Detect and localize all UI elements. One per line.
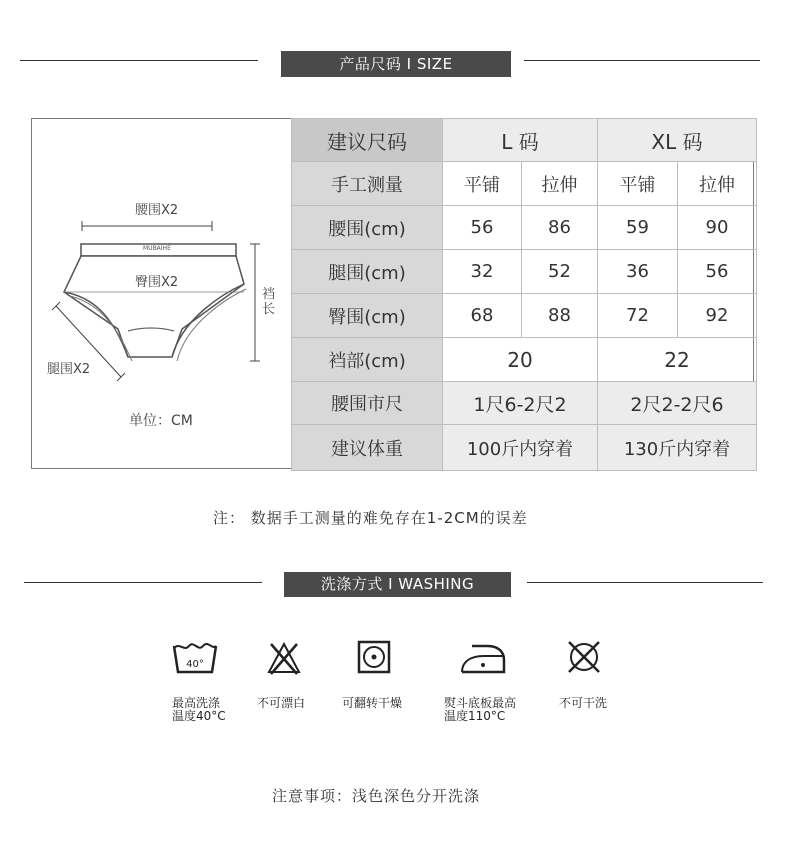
row-label: 建议体重 <box>292 425 443 471</box>
no-dry-clean-label <box>559 697 607 710</box>
thigh-label: 腿围X2 <box>47 362 91 377</box>
hip-label: 臀围X2 <box>135 275 179 290</box>
measure-note: 注： 数据手工测量的难免存在1-2CM的误差 <box>213 509 528 527</box>
row-label: 裆部(cm) <box>292 338 443 382</box>
row-label: 腰围市尺 <box>292 382 443 425</box>
row-label: 臀围(cm) <box>292 294 443 338</box>
no-dry-clean-label-line1: 不可干洗 <box>559 696 608 710</box>
iron-label-line2: 温度110°C <box>444 709 506 723</box>
table-cell: 20 <box>443 338 598 382</box>
no-bleach-label <box>257 697 305 710</box>
table-row <box>292 294 757 338</box>
iron-label-line1: 熨斗底板最高 <box>444 696 517 710</box>
size-divider-left <box>20 60 258 61</box>
header-size-xl: XL 码 <box>598 119 757 162</box>
header-size-suggest: 建议尺码 <box>292 119 443 162</box>
table-row <box>292 162 757 206</box>
table-cell: 平铺 <box>598 162 678 206</box>
row-label: 腿围(cm) <box>292 250 443 294</box>
care-note: 注意事项：浅色深色分开洗涤 <box>272 787 481 805</box>
iron-icon <box>458 640 508 676</box>
table-cell: 86 <box>522 206 598 250</box>
table-cell: 59 <box>598 206 678 250</box>
crotch-label: 裆长 <box>262 287 276 317</box>
tumble-dry-icon <box>357 640 391 674</box>
table-row <box>292 119 757 162</box>
table-cell: 88 <box>522 294 598 338</box>
table-row <box>292 425 757 471</box>
no-bleach-label-line1: 不可漂白 <box>257 696 306 710</box>
table-cell: 100斤内穿着 <box>443 425 598 471</box>
wash-40-icon <box>172 640 218 678</box>
waist-label: 腰围X2 <box>135 203 179 218</box>
brand-label: MUBAIHE <box>143 245 171 252</box>
unit-label: 单位：CM <box>129 413 193 429</box>
table-cell: 2尺2-2尺6 <box>598 382 757 425</box>
no-bleach-icon <box>266 640 302 676</box>
size-divider-right <box>524 60 760 61</box>
table-cell: 68 <box>443 294 522 338</box>
table-cell: 32 <box>443 250 522 294</box>
row-label: 手工测量 <box>292 162 443 206</box>
tumble-dry-label-line1: 可翻转干燥 <box>342 696 403 710</box>
table-cell: 56 <box>443 206 522 250</box>
table-row <box>292 206 757 250</box>
table-row <box>292 250 757 294</box>
table-cell: 130斤内穿着 <box>598 425 757 471</box>
table-cell: 92 <box>678 294 757 338</box>
tumble-dry-label <box>342 697 402 710</box>
wash-40-label-line1: 最高洗涤 <box>172 696 221 710</box>
wash-divider-left <box>24 582 262 583</box>
table-cell: 52 <box>522 250 598 294</box>
row-label: 腰围(cm) <box>292 206 443 250</box>
table-row <box>292 338 757 382</box>
iron-label <box>444 697 516 723</box>
table-cell: 36 <box>598 250 678 294</box>
table-cell: 拉伸 <box>678 162 757 206</box>
table-cell: 72 <box>598 294 678 338</box>
no-dry-clean-icon <box>565 638 603 676</box>
size-chart <box>31 118 754 469</box>
underwear-diagram <box>32 119 290 468</box>
wash-divider-right <box>527 582 763 583</box>
table-cell: 1尺6-2尺2 <box>443 382 598 425</box>
wash-section-title: 洗涤方式 I WASHING <box>284 572 511 597</box>
wash-40-label-line2: 温度40°C <box>172 709 226 723</box>
size-section-title: 产品尺码 I SIZE <box>281 51 511 77</box>
wash-40-label <box>172 697 226 723</box>
table-cell: 22 <box>598 338 757 382</box>
table-cell: 90 <box>678 206 757 250</box>
table-cell: 56 <box>678 250 757 294</box>
header-size-l: L 码 <box>443 119 598 162</box>
table-row <box>292 382 757 425</box>
table-cell: 拉伸 <box>522 162 598 206</box>
size-table <box>291 118 757 471</box>
wash-temp-text: 40° <box>186 659 204 670</box>
table-cell: 平铺 <box>443 162 522 206</box>
